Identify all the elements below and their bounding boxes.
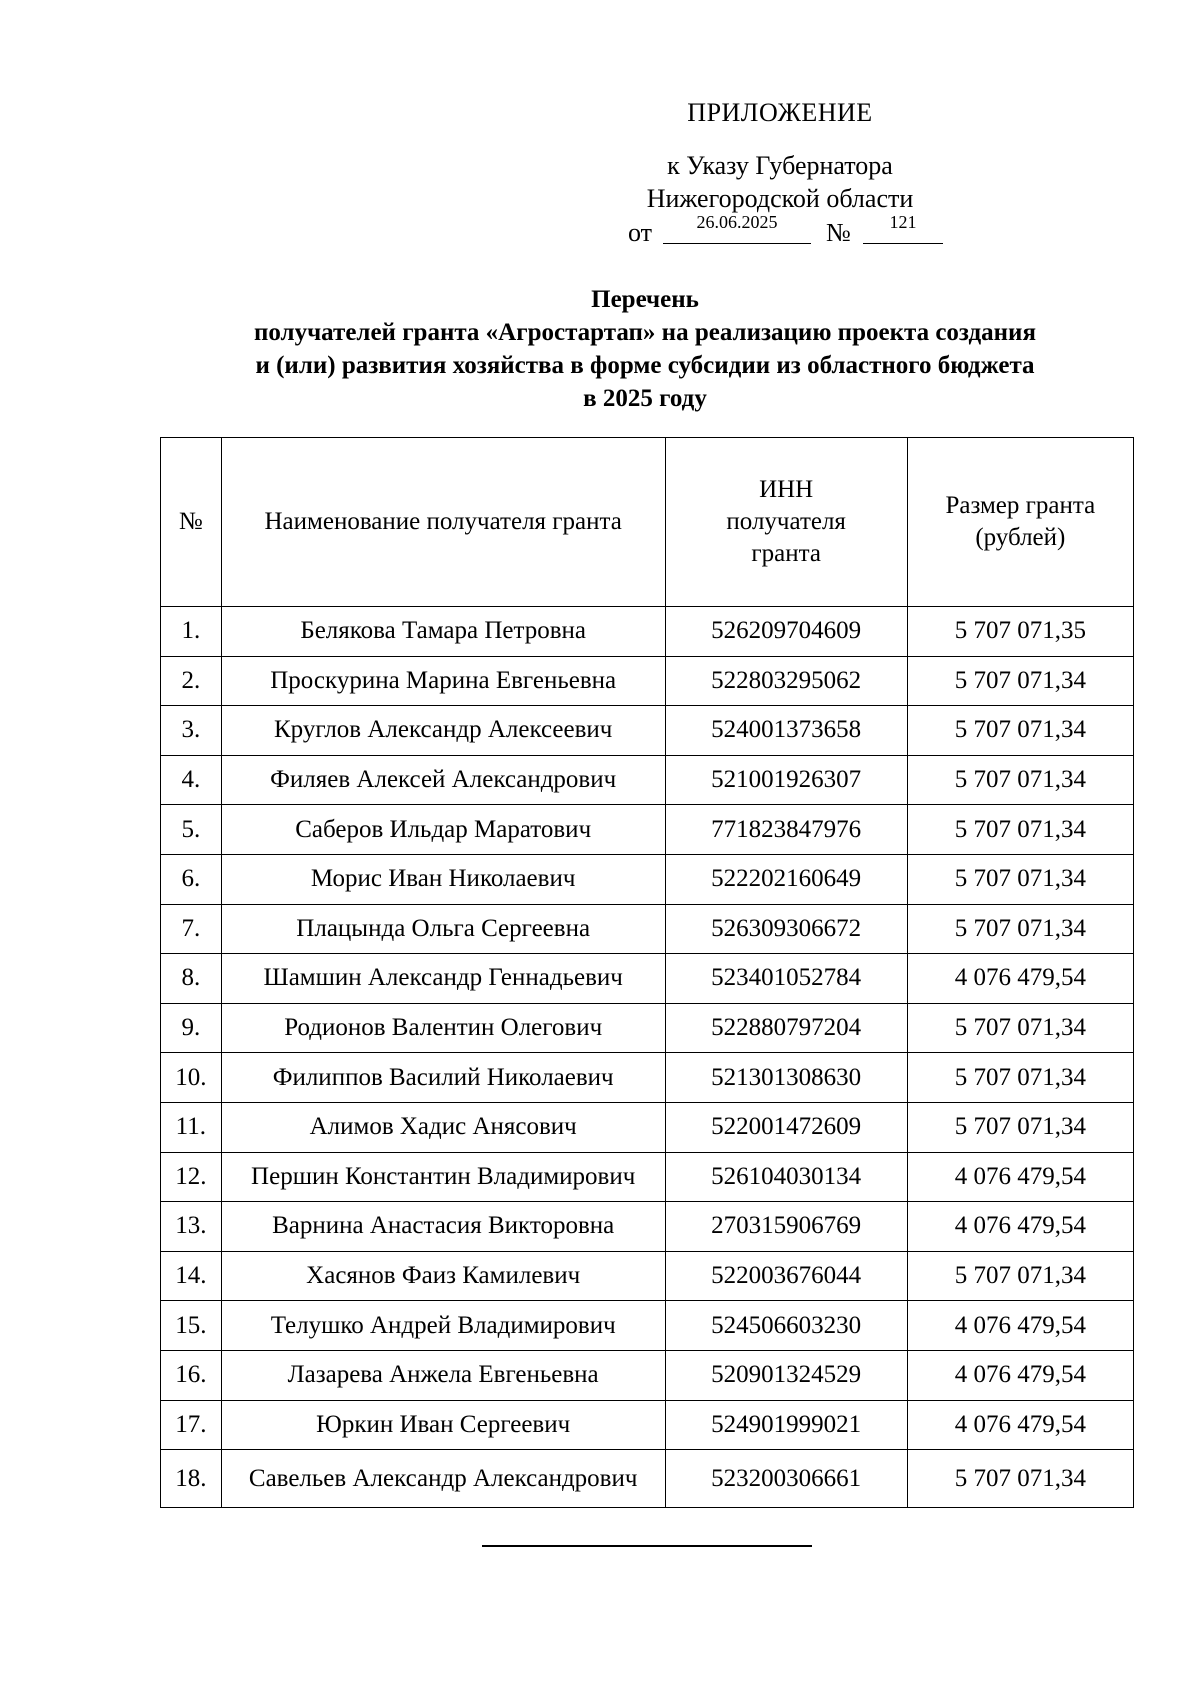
table-row: [161, 1350, 1134, 1400]
table-row: [161, 1450, 1134, 1508]
row-inn: 522803295062: [665, 656, 907, 706]
closing-rule: [482, 1545, 812, 1547]
row-num: 16.: [161, 1350, 222, 1400]
table-row: [161, 1152, 1134, 1202]
table-row: [161, 1400, 1134, 1450]
row-amount: 4 076 479,54: [907, 1301, 1133, 1351]
header-amount: [907, 438, 1133, 607]
row-inn: 771823847976: [665, 805, 907, 855]
heading-line-3: и (или) развития хозяйства в форме субсидии из областного бюджета: [255, 352, 1035, 379]
header-num: №: [161, 438, 222, 607]
row-inn: 522202160649: [665, 854, 907, 904]
row-inn: 522003676044: [665, 1251, 907, 1301]
grant-recipients-table: [160, 437, 1134, 1508]
row-num: 1.: [161, 607, 222, 657]
row-num: 15.: [161, 1301, 222, 1351]
row-amount: 5 707 071,34: [907, 1053, 1133, 1103]
row-name: Проскурина Марина Евгеньевна: [221, 656, 665, 706]
row-inn: 524001373658: [665, 706, 907, 756]
row-amount: 4 076 479,54: [907, 1350, 1133, 1400]
header-name: Наименование получателя гранта: [221, 438, 665, 607]
row-num: 4.: [161, 755, 222, 805]
table-row: [161, 904, 1134, 954]
row-amount: 5 707 071,34: [907, 854, 1133, 904]
table-row: [161, 706, 1134, 756]
table-row: [161, 656, 1134, 706]
heading-line-2: получателей гранта «Агростартап» на реализацию проекта создания: [253, 319, 1036, 346]
row-name: Лазарева Анжела Евгеньевна: [221, 1350, 665, 1400]
row-inn: 522001472609: [665, 1102, 907, 1152]
appendix-region-line: Нижегородской области: [646, 184, 914, 213]
row-inn: 522880797204: [665, 1003, 907, 1053]
table-row: [161, 854, 1134, 904]
table-row: [161, 805, 1134, 855]
row-name: Хасянов Фаиз Камилевич: [221, 1251, 665, 1301]
row-num: 10.: [161, 1053, 222, 1103]
row-inn: 270315906769: [665, 1202, 907, 1252]
appendix-title: ПРИЛОЖЕНИЕ: [687, 98, 873, 127]
table-row: [161, 1053, 1134, 1103]
row-amount: 5 707 071,34: [907, 1102, 1133, 1152]
row-amount: 4 076 479,54: [907, 1202, 1133, 1252]
row-name: Юркин Иван Сергеевич: [221, 1400, 665, 1450]
row-num: 9.: [161, 1003, 222, 1053]
header-amount-text: Размер гранта (рублей): [945, 492, 1096, 551]
row-num: 8.: [161, 954, 222, 1004]
row-amount: 5 707 071,34: [907, 706, 1133, 756]
row-amount: 5 707 071,34: [907, 805, 1133, 855]
row-amount: 5 707 071,34: [907, 1251, 1133, 1301]
table-row: [161, 1003, 1134, 1053]
row-amount: 5 707 071,34: [907, 904, 1133, 954]
row-name: Саберов Ильдар Маратович: [221, 805, 665, 855]
appendix-decree-line: к Указу Губернатора: [667, 151, 893, 180]
row-amount: 5 707 071,35: [907, 607, 1133, 657]
table-row: [161, 1251, 1134, 1301]
row-amount: 5 707 071,34: [907, 755, 1133, 805]
table-row: [161, 1202, 1134, 1252]
appendix-header: [560, 96, 1000, 215]
row-inn: 521301308630: [665, 1053, 907, 1103]
heading-line-4: в 2025 году: [583, 385, 707, 412]
row-amount: 4 076 479,54: [907, 1152, 1133, 1202]
row-inn: 524506603230: [665, 1301, 907, 1351]
row-num: 18.: [161, 1450, 222, 1508]
row-name: Морис Иван Николаевич: [221, 854, 665, 904]
row-amount: 5 707 071,34: [907, 656, 1133, 706]
row-name: Першин Константин Владимирович: [221, 1152, 665, 1202]
table-row: [161, 1102, 1134, 1152]
row-inn: 521001926307: [665, 755, 907, 805]
row-inn: 523401052784: [665, 954, 907, 1004]
document-heading: [150, 283, 1140, 415]
row-name: Плацында Ольга Сергеевна: [221, 904, 665, 954]
row-name: Алимов Хадис Анясович: [221, 1102, 665, 1152]
row-num: 14.: [161, 1251, 222, 1301]
header-inn-text: ИНН получателя гранта: [726, 476, 846, 567]
heading-line-1: Перечень: [591, 286, 699, 313]
row-inn: 524901999021: [665, 1400, 907, 1450]
row-num: 5.: [161, 805, 222, 855]
row-num: 6.: [161, 854, 222, 904]
table-header-row: [161, 438, 1134, 607]
row-name: Родионов Валентин Олегович: [221, 1003, 665, 1053]
row-inn: 523200306661: [665, 1450, 907, 1508]
row-num: 11.: [161, 1102, 222, 1152]
table-row: [161, 755, 1134, 805]
row-num: 17.: [161, 1400, 222, 1450]
number-sign: №: [826, 218, 851, 247]
row-inn: 526104030134: [665, 1152, 907, 1202]
row-name: Филиппов Василий Николаевич: [221, 1053, 665, 1103]
row-num: 3.: [161, 706, 222, 756]
row-num: 7.: [161, 904, 222, 954]
row-amount: 4 076 479,54: [907, 1400, 1133, 1450]
row-name: Савельев Александр Александрович: [221, 1450, 665, 1508]
row-name: Телушко Андрей Владимирович: [221, 1301, 665, 1351]
row-name: Белякова Тамара Петровна: [221, 607, 665, 657]
header-inn: [665, 438, 907, 607]
row-name: Варнина Анастасия Викторовна: [221, 1202, 665, 1252]
row-name: Филяев Алексей Александрович: [221, 755, 665, 805]
decree-date: 26.06.2025: [663, 210, 811, 244]
row-num: 2.: [161, 656, 222, 706]
table-row: [161, 1301, 1134, 1351]
decree-number: 121: [863, 210, 943, 244]
table-row: [161, 607, 1134, 657]
row-inn: 520901324529: [665, 1350, 907, 1400]
row-amount: 5 707 071,34: [907, 1450, 1133, 1508]
table-row: [161, 954, 1134, 1004]
row-name: Шамшин Александр Геннадьевич: [221, 954, 665, 1004]
row-amount: 4 076 479,54: [907, 954, 1133, 1004]
row-inn: 526209704609: [665, 607, 907, 657]
row-name: Круглов Александр Алексеевич: [221, 706, 665, 756]
row-inn: 526309306672: [665, 904, 907, 954]
row-amount: 5 707 071,34: [907, 1003, 1133, 1053]
from-label: от: [628, 218, 653, 247]
row-num: 12.: [161, 1152, 222, 1202]
row-num: 13.: [161, 1202, 222, 1252]
